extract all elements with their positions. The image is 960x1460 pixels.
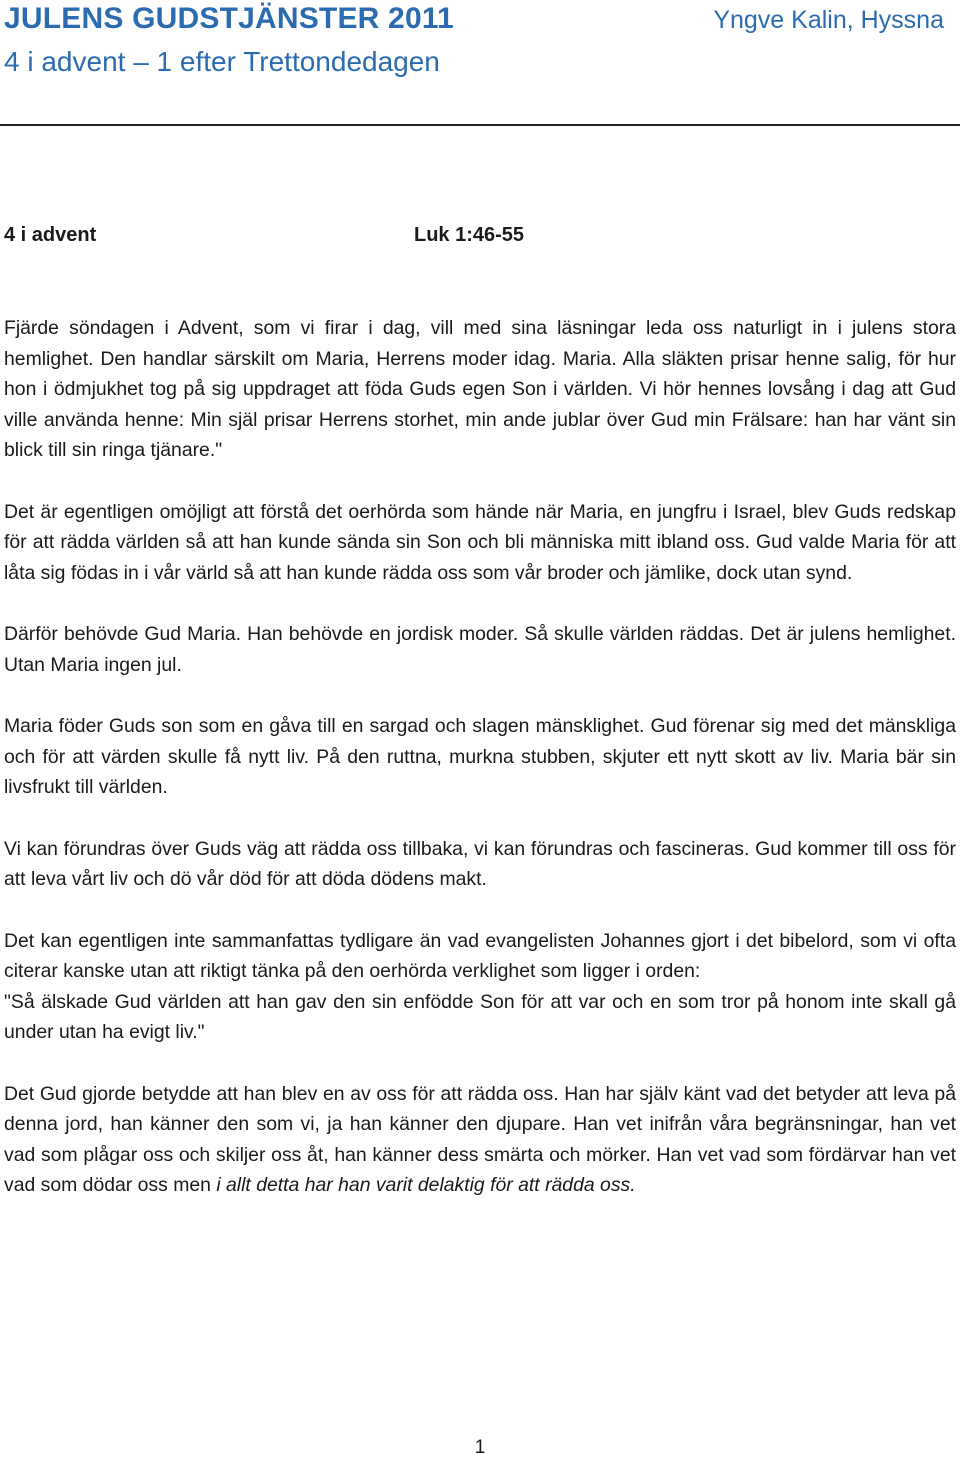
paragraph-6-text: Det kan egentligen inte sammanfattas tydligare än vad evangelisten Johannes gjort i det bibelord, som vi ofta citerar kanske utan att riktigt tänka på den oerhörda verklighet som ligger i orden:	[4, 929, 956, 982]
section-label: 4 i advent	[4, 224, 97, 246]
paragraph-6-quote: "Så älskade Gud världen att han gav den sin enfödde Son för att var och en som tror på honom inte skall gå under utan ha evigt liv."	[4, 990, 956, 1043]
document-subtitle: 4 i advent – 1 efter Trettondedagen	[4, 46, 440, 77]
paragraph-4: Maria föder Guds son som en gåva till en sargad och slagen mänsklighet. Gud förenar sig med det mänskliga och för att värden skulle få nytt liv. På den ruttna, murkna stubben, skjuter ett nytt skott av liv. Maria bär sin livsfrukt till världen.	[4, 715, 956, 798]
paragraph-2: Det är egentligen omöjligt att förstå det oerhörda som hände när Maria, en jungfru i Israel, blev Guds redskap för att rädda världen så att han kunde sända sin Son och bli människa mitt ibland oss. Gud valde Maria för att låta sig födas in i vår värld så att han kunde rädda oss som vår broder och jämlike, dock utan synd.	[4, 500, 956, 584]
paragraph-7-text: Det Gud gjorde betydde att han blev en av oss för att rädda oss. Han har själv känt vad det betyder att leva på denna jord, han känner den som vi, ja han känner den djupare. Han vet inifrån våra begränsningar, han vet vad som plågar oss och skiljer oss åt, han känner dess smärta och mörker. Han vet vad som fördärvar han vet vad som dödar oss men	[4, 1082, 956, 1196]
section-heading	[4, 224, 564, 247]
page-number: 1	[474, 1437, 486, 1458]
author-name: Yngve Kalin, Hyssna	[713, 6, 944, 34]
page-header	[4, 2, 944, 36]
paragraph-7-italic: i allt detta har han varit delaktig för att rädda oss.	[216, 1174, 636, 1196]
paragraph-6	[4, 926, 956, 1048]
paragraph-7	[4, 1079, 956, 1201]
sermon-body	[4, 313, 956, 1201]
paragraph-3: Därför behövde Gud Maria. Han behövde en jordisk moder. Så skulle världen räddas. Det är julens hemlighet. Utan Maria ingen jul.	[4, 623, 956, 676]
paragraph-1: Fjärde söndagen i Advent, som vi firar i dag, vill med sina läsningar leda oss naturligt in i julens stora hemlighet. Den handlar särskilt om Maria, Herrens moder idag. Maria. Alla släkten prisar henne salig, för hur hon i ödmjukhet tog på sig uppdraget att föda Guds egen Son i världen. Vi hör hennes lovsång i dag att Gud ville använda henne: Min själ prisar Herrens storhet, min ande jublar över Gud min Frälsare: han har vänt sin blick till sin ringa tjänare."	[4, 317, 956, 461]
scripture-reference: Luk 1:46-55	[414, 224, 525, 246]
header-divider	[0, 124, 960, 126]
paragraph-5: Vi kan förundras över Guds väg att rädda oss tillbaka, vi kan förundras och fascineras. Gud kommer till oss för att leva vårt liv och dö vår död för att döda dödens makt.	[4, 837, 956, 890]
document-title: JULENS GUDSTJÄNSTER 2011	[4, 2, 454, 35]
